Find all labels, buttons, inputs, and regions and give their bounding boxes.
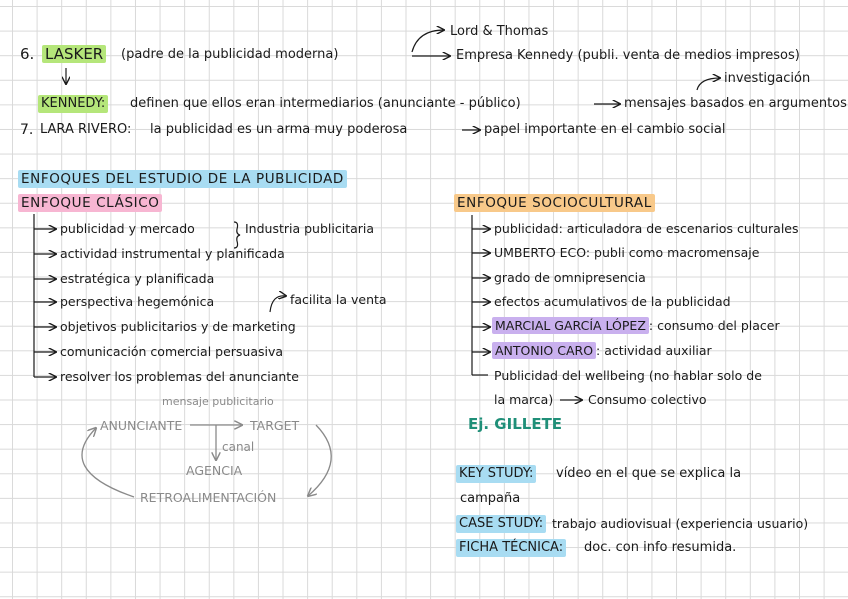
number-7: 7.	[20, 122, 34, 138]
antonio-label: ANTONIO CARO	[492, 342, 596, 359]
diagram-mensaje: mensaje publicitario	[162, 395, 274, 408]
clasico-item-7: resolver los problemas del anunciante	[60, 369, 299, 384]
diagram-retroalimentacion: RETROALIMENTACIÓN	[140, 490, 277, 505]
diagram-agencia: AGENCIA	[186, 463, 243, 478]
clasico-item-3: estratégica y planificada	[60, 271, 215, 286]
enfoque-sociocultural-title: ENFOQUE SOCIOCULTURAL	[454, 194, 655, 212]
number-6: 6.	[20, 45, 35, 63]
ficha-tecnica-label: FICHA TÉCNICA:	[456, 539, 566, 557]
marcial-description: : consumo del placer	[648, 318, 780, 333]
lara-description: la publicidad es un arma muy poderosa	[150, 122, 408, 137]
diagram-target: TARGET	[250, 418, 300, 433]
lara-rivero-label: LARA RIVERO:	[40, 122, 132, 137]
socio-item-3: grado de omnipresencia	[494, 270, 646, 285]
socio-item-7b: la marca)	[494, 392, 554, 407]
case-study-desc: trabajo audiovisual (experiencia usuario)	[552, 516, 809, 531]
empresa-kennedy-text: Empresa Kennedy (publi. venta de medios impresos)	[456, 48, 800, 63]
brace	[234, 222, 240, 248]
socio-item-6	[492, 343, 712, 359]
ficha-tecnica-desc: doc. con info resumida.	[584, 540, 737, 555]
arrow-to-facilita	[270, 296, 286, 312]
case-study-label: CASE STUDY:	[456, 515, 546, 533]
diagram-loop-right	[308, 425, 331, 496]
lord-thomas-text: Lord & Thomas	[450, 24, 549, 39]
socio-item-4: efectos acumulativos de la publicidad	[494, 294, 731, 309]
papel-text: papel importante en el cambio social	[484, 122, 726, 137]
kennedy-description: definen que ellos eran intermediarios (anunciante - público)	[130, 96, 521, 111]
enfoques-title: ENFOQUES DEL ESTUDIO DE LA PUBLICIDAD	[18, 170, 347, 188]
clasico-item-6: comunicación comercial persuasiva	[60, 344, 284, 359]
clasico-item-1: publicidad y mercado	[60, 221, 195, 236]
socio-item-5	[492, 318, 780, 334]
arrow-to-lord	[412, 30, 444, 52]
investigacion-text: investigación	[724, 71, 811, 86]
clasico-item-2: actividad instrumental y planificada	[60, 246, 285, 261]
lasker-label: LASKER	[42, 45, 106, 63]
clasico-item-5: objetivos publicitarios y de marketing	[60, 319, 296, 334]
diagram-loop-left	[82, 428, 134, 497]
consumo-colectivo-text: Consumo colectivo	[588, 392, 707, 407]
arrow-to-investigacion	[697, 78, 720, 90]
facilita-text: facilita la venta	[290, 292, 387, 307]
clasico-item-4: perspectiva hegemónica	[60, 294, 215, 309]
ejemplo-gillete: Ej. GILLETE	[468, 415, 563, 433]
antonio-description: : actividad auxiliar	[596, 343, 712, 358]
marcial-label: MARCIAL GARCÍA LÓPEZ	[492, 317, 649, 334]
lasker-description: (padre de la publicidad moderna)	[121, 47, 339, 62]
kennedy-label: KENNEDY:	[38, 95, 108, 113]
diagram-anunciante: ANUNCIANTE	[100, 418, 183, 433]
diagram-canal: canal	[222, 440, 255, 454]
key-study-label: KEY STUDY:	[456, 465, 536, 483]
socio-item-7a: Publicidad del wellbeing (no hablar solo de	[494, 368, 762, 383]
key-study-desc-2: campaña	[460, 491, 521, 506]
socio-item-2: UMBERTO ECO: publi como macromensaje	[494, 245, 760, 260]
key-study-desc-1: vídeo en el que se explica la	[556, 466, 742, 481]
mensajes-text: mensajes basados en argumentos	[624, 96, 847, 111]
industria-text: Industria publicitaria	[245, 221, 375, 236]
enfoque-clasico-title: ENFOQUE CLÁSICO	[18, 194, 162, 212]
socio-item-1: publicidad: articuladora de escenarios culturales	[494, 221, 799, 236]
